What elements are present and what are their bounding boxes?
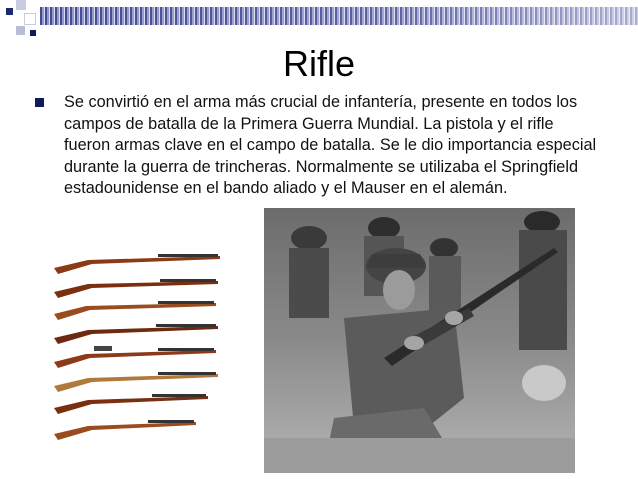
rifle-6 [54,372,218,392]
rifle-1 [54,254,220,274]
bullet-paragraph: Se convirtió en el arma más crucial de infantería, presente en todos los campos de batalla de la Primera Guerra Mundial. La pistola y el rifle fueron armas clave en el campo de batalla. Se le dio importancia especial durante la guerra de trincheras. Normalmente se utilizaba el Springfield estadounidense en el bando aliado y el Mauser en el alemán. [64,93,597,198]
rifle-collection-illustration [48,246,228,446]
rifle-4 [54,324,218,344]
square-bullet-icon [35,98,44,107]
deco-square-2 [16,0,26,10]
header-decoration [0,0,638,44]
deco-square-1 [6,8,13,15]
deco-square-3 [24,13,36,25]
rifle-8 [54,420,196,440]
rifle-2 [54,279,218,298]
header-stripe-fade [40,7,638,25]
rifle-7 [54,394,208,414]
ww1-soldier-aiming-rifle-photo [264,208,575,473]
slide-title: Rifle [282,43,356,84]
deco-square-4 [16,26,25,35]
rifle-5 [54,346,216,368]
deco-square-5 [30,30,36,36]
rifle-3 [54,301,216,320]
